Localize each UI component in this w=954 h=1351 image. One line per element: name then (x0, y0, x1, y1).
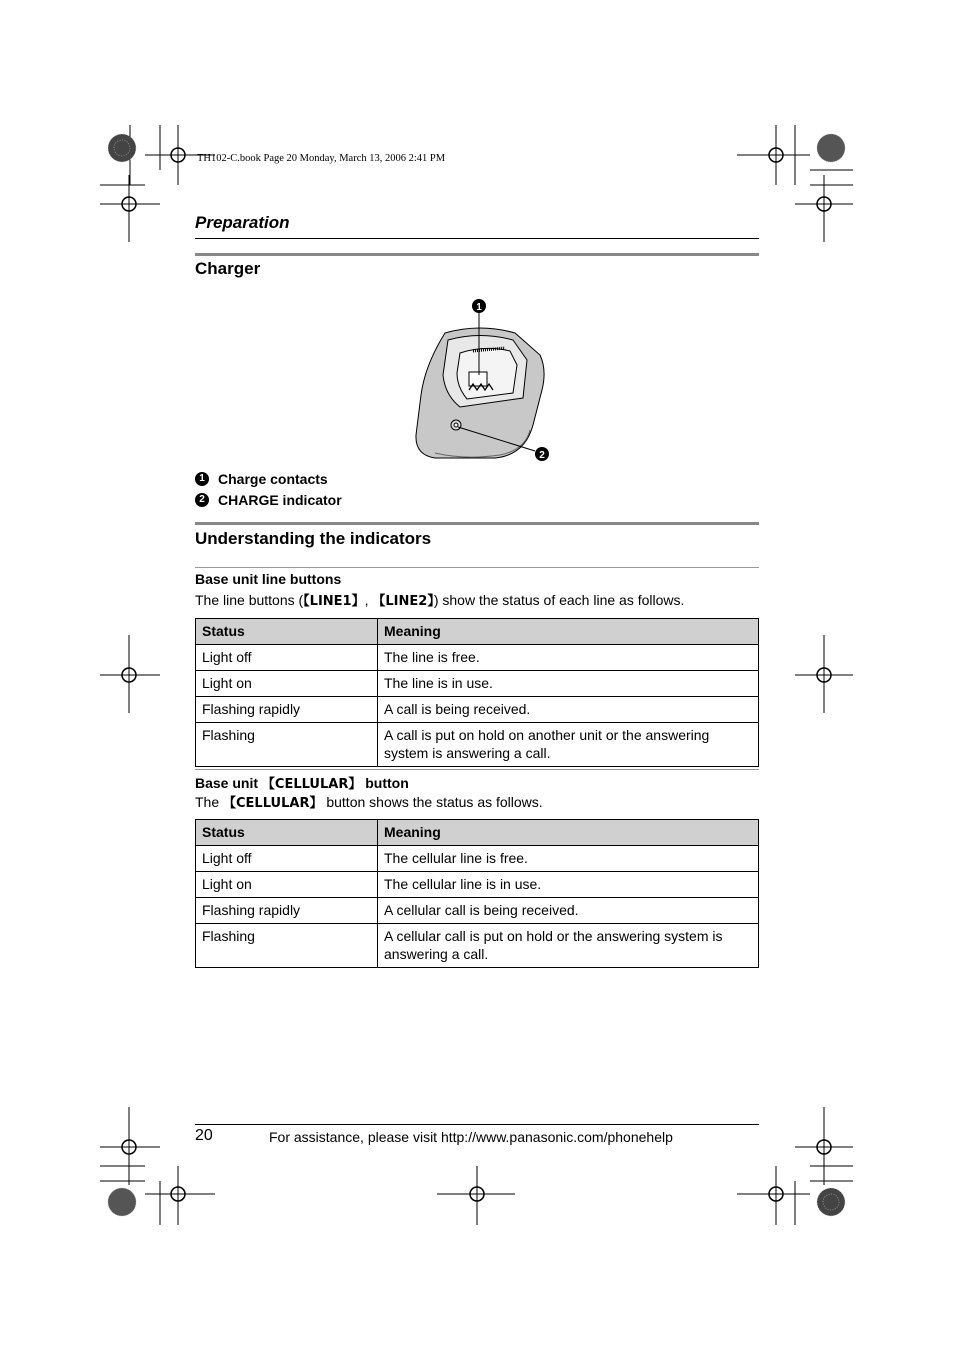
legend-item-charge-contacts (195, 471, 328, 487)
column-header-meaning: Meaning (378, 619, 759, 645)
section-divider (195, 238, 759, 239)
line1-key: 【LINE1】 (303, 594, 365, 609)
status-cell: Light on (196, 872, 378, 898)
line-buttons-table (195, 618, 759, 767)
meaning-cell: The line is free. (378, 645, 759, 671)
table-row (196, 671, 759, 697)
table-row (196, 898, 759, 924)
status-cell: Light on (196, 671, 378, 697)
table-row (196, 723, 759, 767)
meaning-cell: The line is in use. (378, 671, 759, 697)
line-buttons-intro: The line buttons (【LINE1】, 【LINE2】) show the status of each line as follows. (195, 592, 685, 609)
page-number: 20 (195, 1127, 213, 1144)
heading-divider (195, 253, 759, 256)
cellular-button-intro: The 【CELLULAR】 button shows the status as follows. (195, 794, 543, 811)
status-cell: Light off (196, 645, 378, 671)
heading-divider (195, 522, 759, 525)
legend-label: CHARGE indicator (218, 492, 342, 508)
meaning-cell: A call is put on hold on another unit or the answering system is answering a call. (378, 723, 759, 767)
status-cell: Flashing (196, 924, 378, 968)
assistance-text: For assistance, please visit http://www.panasonic.com/phonehelp (269, 1129, 673, 1145)
number-badge-1: 1 (195, 472, 209, 486)
legend-label: Charge contacts (218, 471, 328, 487)
table-row (196, 872, 759, 898)
section-title: Preparation (195, 213, 290, 232)
line2-key: 【LINE2】 (372, 594, 434, 609)
callout-1: 1 (476, 302, 482, 313)
footer-divider (195, 1124, 759, 1125)
column-header-status: Status (196, 619, 378, 645)
meaning-cell: The cellular line is in use. (378, 872, 759, 898)
status-cell: Flashing rapidly (196, 898, 378, 924)
table-header-row (196, 619, 759, 645)
column-header-status: Status (196, 820, 378, 846)
cellular-button-table (195, 819, 759, 968)
meaning-cell: A cellular call is put on hold or the answering system is answering a call. (378, 924, 759, 968)
status-cell: Flashing rapidly (196, 697, 378, 723)
table-row (196, 924, 759, 968)
subheading-divider (195, 567, 759, 568)
meaning-cell: A cellular call is being received. (378, 898, 759, 924)
meaning-cell: A call is being received. (378, 697, 759, 723)
indicators-heading: Understanding the indicators (195, 529, 432, 548)
meaning-cell: The cellular line is free. (378, 846, 759, 872)
table-row (196, 645, 759, 671)
legend-item-charge-indicator (195, 492, 342, 508)
table-row (196, 697, 759, 723)
line-buttons-subheading: Base unit line buttons (195, 571, 342, 587)
cellular-key: 【CELLULAR】 (223, 796, 323, 811)
subheading-divider (195, 769, 759, 770)
table-header-row (196, 820, 759, 846)
book-file-info: TH102-C.book Page 20 Monday, March 13, 2006 2:41 PM (197, 153, 446, 164)
number-badge-2: 2 (195, 493, 209, 507)
column-header-meaning: Meaning (378, 820, 759, 846)
table-row (196, 846, 759, 872)
status-cell: Light off (196, 846, 378, 872)
status-cell: Flashing (196, 723, 378, 767)
cellular-key: 【CELLULAR】 (261, 777, 362, 792)
charger-heading: Charger (195, 259, 261, 278)
charger-illustration (405, 295, 565, 470)
cellular-button-subheading: Base unit 【CELLULAR】 button (195, 775, 409, 792)
callout-2: 2 (539, 450, 545, 461)
